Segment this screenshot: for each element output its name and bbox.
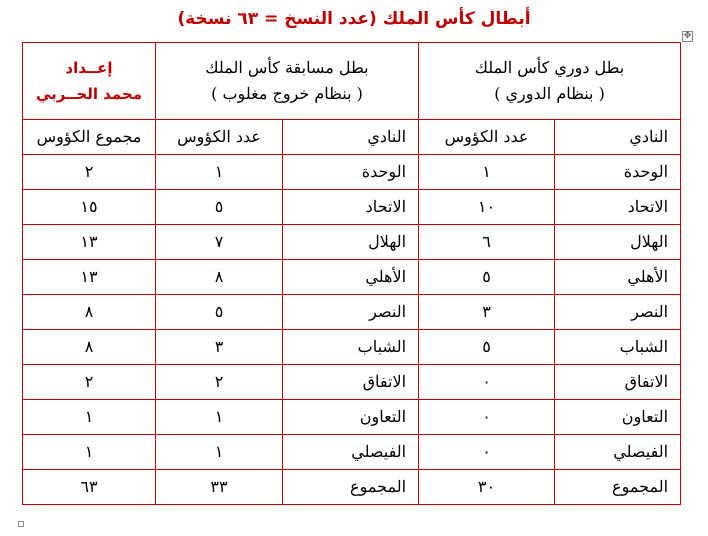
table-row xyxy=(23,260,681,295)
knockout-cups-header: عدد الكؤوس xyxy=(156,120,283,155)
league-cups-cell: ٥ xyxy=(419,260,555,295)
table-row xyxy=(23,225,681,260)
knockout-club-cell: الوحدة xyxy=(283,155,419,190)
league-club-cell: الفيصلي xyxy=(555,435,681,470)
table-move-handle-icon[interactable]: ✥ xyxy=(683,31,692,41)
knockout-cups-cell: ١ xyxy=(156,155,283,190)
prepared-by-cell xyxy=(23,43,156,120)
league-group-subtitle: ( بنظام الدوري ) xyxy=(494,84,605,103)
knockout-cups-cell: ٨ xyxy=(156,260,283,295)
column-header-row xyxy=(23,120,681,155)
knockout-club-cell: التعاون xyxy=(283,400,419,435)
league-club-cell: الهلال xyxy=(555,225,681,260)
knockout-club-cell: الشباب xyxy=(283,330,419,365)
knockout-cups-cell: ١ xyxy=(156,400,283,435)
knockout-total-value: ٣٣ xyxy=(156,470,283,505)
total-cups-cell: ١٥ xyxy=(23,190,156,225)
league-total-label: المجموع xyxy=(555,470,681,505)
knockout-cups-cell: ٣ xyxy=(156,330,283,365)
league-club-cell: الشباب xyxy=(555,330,681,365)
prepared-by-label: إعــداد xyxy=(65,59,113,77)
totals-row xyxy=(23,470,681,505)
league-cups-cell: ٥ xyxy=(419,330,555,365)
league-total-value: ٣٠ xyxy=(419,470,555,505)
table-row xyxy=(23,295,681,330)
league-cups-cell: ٠ xyxy=(419,365,555,400)
knockout-club-cell: الأهلي xyxy=(283,260,419,295)
total-cups-cell: ١ xyxy=(23,435,156,470)
league-cups-cell: ٠ xyxy=(419,400,555,435)
league-club-cell: النصر xyxy=(555,295,681,330)
grand-total-value: ٦٣ xyxy=(23,470,156,505)
knockout-club-header: النادي xyxy=(283,120,419,155)
league-group-header xyxy=(419,43,681,120)
table-row xyxy=(23,155,681,190)
league-group-title: بطل دوري كأس الملك xyxy=(474,58,625,77)
league-cups-header: عدد الكؤوس xyxy=(419,120,555,155)
knockout-club-cell: الهلال xyxy=(283,225,419,260)
total-cups-cell: ١٣ xyxy=(23,260,156,295)
table-row xyxy=(23,190,681,225)
league-cups-cell: ١٠ xyxy=(419,190,555,225)
table-resize-handle-icon[interactable] xyxy=(18,521,24,527)
league-cups-cell: ٣ xyxy=(419,295,555,330)
total-cups-cell: ٨ xyxy=(23,295,156,330)
league-club-header: النادي xyxy=(555,120,681,155)
league-cups-cell: ١ xyxy=(419,155,555,190)
league-cups-cell: ٦ xyxy=(419,225,555,260)
knockout-cups-cell: ١ xyxy=(156,435,283,470)
table-row xyxy=(23,365,681,400)
table-row xyxy=(23,400,681,435)
table-body xyxy=(23,43,681,505)
league-cups-cell: ٠ xyxy=(419,435,555,470)
knockout-group-subtitle: ( بنظام خروج مغلوب ) xyxy=(211,84,363,103)
knockout-total-label: المجموع xyxy=(283,470,419,505)
table-row xyxy=(23,435,681,470)
total-cups-cell: ٨ xyxy=(23,330,156,365)
league-club-cell: الأهلي xyxy=(555,260,681,295)
total-cups-header: مجموع الكؤوس xyxy=(23,120,156,155)
knockout-cups-cell: ٢ xyxy=(156,365,283,400)
league-club-cell: الاتفاق xyxy=(555,365,681,400)
knockout-group-title: بطل مسابقة كأس الملك xyxy=(205,58,369,77)
total-cups-cell: ١٣ xyxy=(23,225,156,260)
knockout-group-header xyxy=(156,43,419,120)
league-club-cell: التعاون xyxy=(555,400,681,435)
table-row xyxy=(23,330,681,365)
total-cups-cell: ١ xyxy=(23,400,156,435)
knockout-club-cell: الاتحاد xyxy=(283,190,419,225)
knockout-club-cell: النصر xyxy=(283,295,419,330)
author-name: محمد الحــربي xyxy=(35,85,143,103)
league-club-cell: الوحدة xyxy=(555,155,681,190)
total-cups-cell: ٢ xyxy=(23,155,156,190)
document-title: أبطال كأس الملك (عدد النسخ = ٦٣ نسخة) xyxy=(177,9,531,29)
group-header-row xyxy=(23,43,681,120)
knockout-club-cell: الفيصلي xyxy=(283,435,419,470)
knockout-cups-cell: ٧ xyxy=(156,225,283,260)
knockout-cups-cell: ٥ xyxy=(156,295,283,330)
king-cup-champions-table xyxy=(22,42,681,505)
total-cups-cell: ٢ xyxy=(23,365,156,400)
knockout-cups-cell: ٥ xyxy=(156,190,283,225)
league-club-cell: الاتحاد xyxy=(555,190,681,225)
knockout-club-cell: الاتفاق xyxy=(283,365,419,400)
